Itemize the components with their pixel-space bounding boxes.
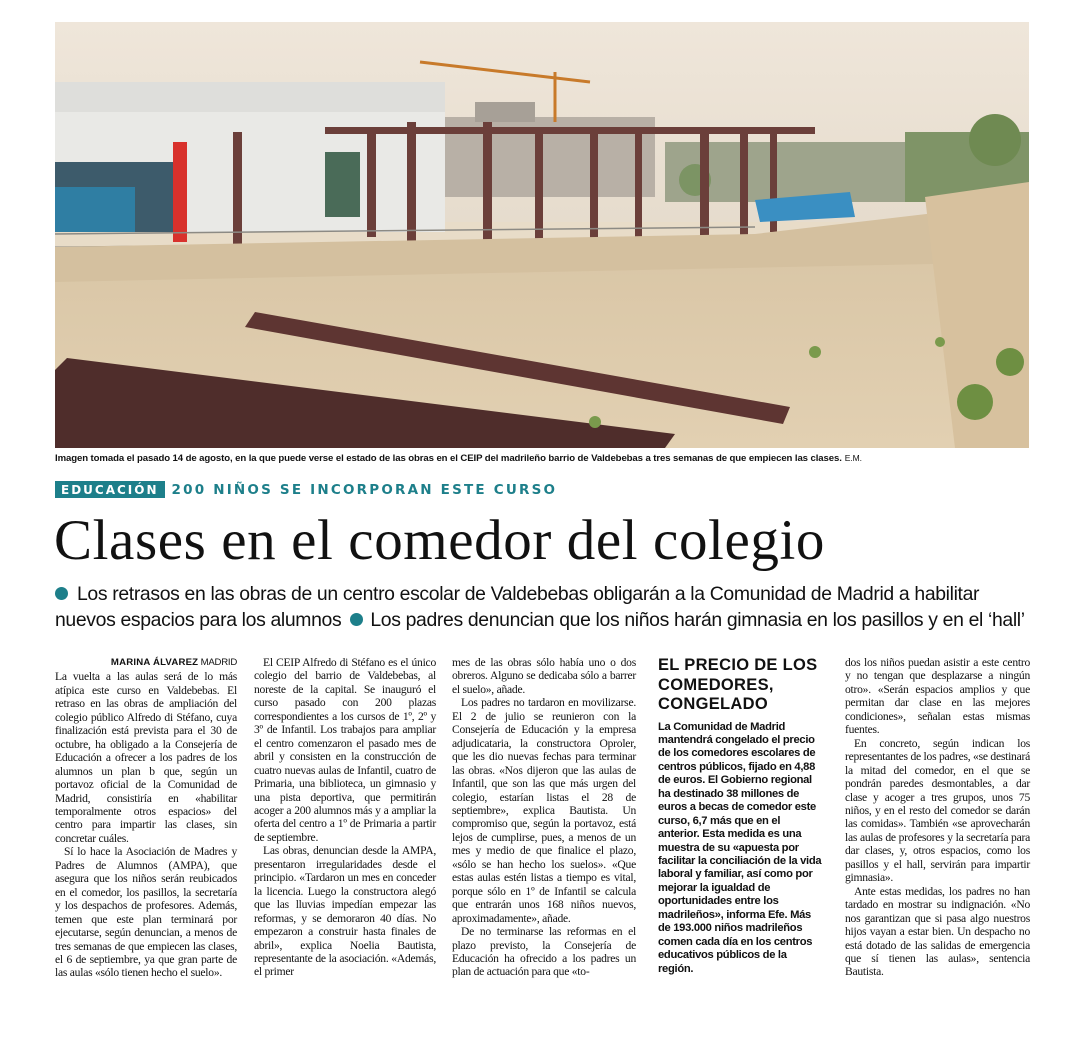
paragraph: De no terminarse las reformas en el plazo previsto, la Consejería de Educación ha ofrecido a los padres un plan de actuación para que «to- — [452, 925, 636, 979]
paragraph: El CEIP Alfredo di Stéfano es el único colegio del barrio de Valdebebas, al noreste de la capital. Se inauguró el curso pasado con 200 plazas correspondientes a los cursos de 1º, 2º y 3º de Infantil. Los trabajos para ampliar el centro comenzaron el pasado mes de abril y consisten en la construcción de cuatro nuevas aulas de Infantil, cuatro de Primaria, una biblioteca, un gimnasio y una pista deportiva, que permitirán acoger a 200 alumnos más y a ampliar la oferta del centro a 1º de Primaria a partir de septiembre. — [254, 656, 436, 844]
subhead-part-2: Los padres denuncian que los niños harán gimnasia en los pasillos y en el ‘hall’ — [370, 608, 1025, 631]
photo-credit: E.M. — [844, 453, 862, 463]
paragraph: Ante estas medidas, los padres no han tardado en mostrar su indignación. «No nos garantizan que si pasa algo nuestros hijos vayan a estar bien. Un despacho no está dotado de las salidas de emergencia que sí tienen las aulas», sentencia Bautista. — [845, 884, 1030, 979]
paragraph: mes de las obras sólo había uno o dos obreros. Alguno se dedicaba sólo a barrer el suelo», añade. — [452, 656, 636, 696]
byline-location: MADRID — [200, 657, 237, 668]
photo-caption — [55, 453, 1029, 464]
subhead — [55, 582, 1030, 633]
sidebar-box — [658, 656, 822, 976]
column-3 — [452, 656, 636, 979]
bullet-icon — [350, 613, 363, 626]
byline — [55, 656, 237, 669]
sidebar-body: La Comunidad de Madrid mantendrá congelado el precio de los comedores escolares de centros públicos, fijado en 4,88 de euros. El Gobierno regional ha destinado 38 millones de euros a becas de comedor este curso, 6,7 más que en el anterior. Esta medida es una muestra de su «apuesta por facilitar la conciliación de la vida laboral y familiar, así como por mejorar la igualdad de oportunidades entre los madrileños», informa Efe. Más de 193.000 niños madrileños comen cada día en los centros educativos públicos de la región. — [658, 720, 822, 975]
column-5 — [845, 656, 1030, 979]
paragraph: La vuelta a las aulas será de lo más atípica este curso en Valdebebas. El retraso en las obras de ampliación del colegio público Alfredo di Stéfano, cuya finalización está prevista para el 30 de octubre, ha obligado a la Consejería de Educación a ofrecer a los padres de los alumnos un plan b que, según un portavoz oficial de la Comunidad de Madrid, consistiría en «habilitar temporalmente otros espacios» del centro para impartir las clases, sin concretar cuáles. — [55, 670, 237, 845]
headline: Clases en el comedor del colegio — [54, 509, 826, 572]
paragraph: Sí lo hace la Asociación de Madres y Padres de Alumnos (AMPA), que asegura que los niños serán reubicados en el comedor, los pasillos, la secretaría y los despachos de profesores. Además, temen que este plan terminará por ejecutarse, según denuncian, a menos de tres semanas de que empiecen las clases, el 6 de septiembre, ya que gran parte de las aulas «sólo tienen hecho el suelo». — [55, 845, 237, 980]
caption-text: Imagen tomada el pasado 14 de agosto, en la que puede verse el estado de las obras en el CEIP del madrileño barrio de Valdebebas a tres semanas de que empiecen las clases. — [55, 453, 842, 464]
paragraph: Los padres no tardaron en movilizarse. El 2 de julio se reunieron con la Consejería de Educación y la empresa adjudicataria, la constructora Oproler, que les dio nuevas fechas para terminar las obras. «Nos dijeron que las aulas de Infantil, que son las que más urgen del colegio, estarían listas el 28 de septiembre», explica Bautista. Un compromiso que, según la portavoz, está lejos de cumplirse, pues, a menos de un mes y medio de que finalice el plazo, «sólo se han hecho los suelos». «Que estas aulas estén listas a tiempo es vital, porque sólo en 1º de Infantil se calcula que entrarán unos 168 niños nuevos, aproximadamente», añade. — [452, 696, 636, 925]
kicker-text: 200 NIÑOS SE INCORPORAN ESTE CURSO — [171, 481, 558, 498]
column-1 — [55, 656, 237, 980]
byline-author: MARINA ÁLVAREZ — [110, 657, 199, 668]
kicker — [55, 480, 557, 499]
bullet-icon — [55, 587, 68, 600]
column-2 — [254, 656, 436, 979]
sidebar-title: EL PRECIO DE LOS COMEDORES, CONGELADO — [658, 656, 818, 713]
subhead-part-1: Los retrasos en las obras de un centro escolar de Valdebebas obligarán a la Comunidad de Madrid a habilitar nuevos espacios para los alumnos — [55, 583, 980, 631]
paragraph: dos los niños puedan asistir a este centro y no tengan que desplazarse a ningún otro». «Serán espacios amplios y que permitan dar clase en las mejores condiciones», señalan estas mismas fuentes. — [845, 656, 1030, 737]
section-tag: EDUCACIÓN — [55, 481, 165, 498]
article-photo — [55, 22, 1029, 448]
paragraph: Las obras, denuncian desde la AMPA, presentaron irregularidades desde el principio. «Tardaron un mes en conceder la licencia. Luego la constructora alegó que las lluvias impedían empezar las reformas, y se demoraron 40 días. No empezaron a construir hasta finales de abril», explica Noelia Bautista, representante de la asociación. «Además, el primer — [254, 844, 436, 979]
construction-site-illustration — [55, 22, 1029, 448]
paragraph: En concreto, según indican los representantes de los padres, «se destinará la mitad del comedor, en el que se pondrán paredes desmontables, a dar clase y acoger a tres grupos, unos 75 niños, y en el resto del comedor se darán las comidas». También «se aprovecharán las aulas de profesores y la secretaría para dar clases, y, otros espacios, como los pasillos y el hall, servirán para impartir gimnasia». — [845, 736, 1030, 885]
